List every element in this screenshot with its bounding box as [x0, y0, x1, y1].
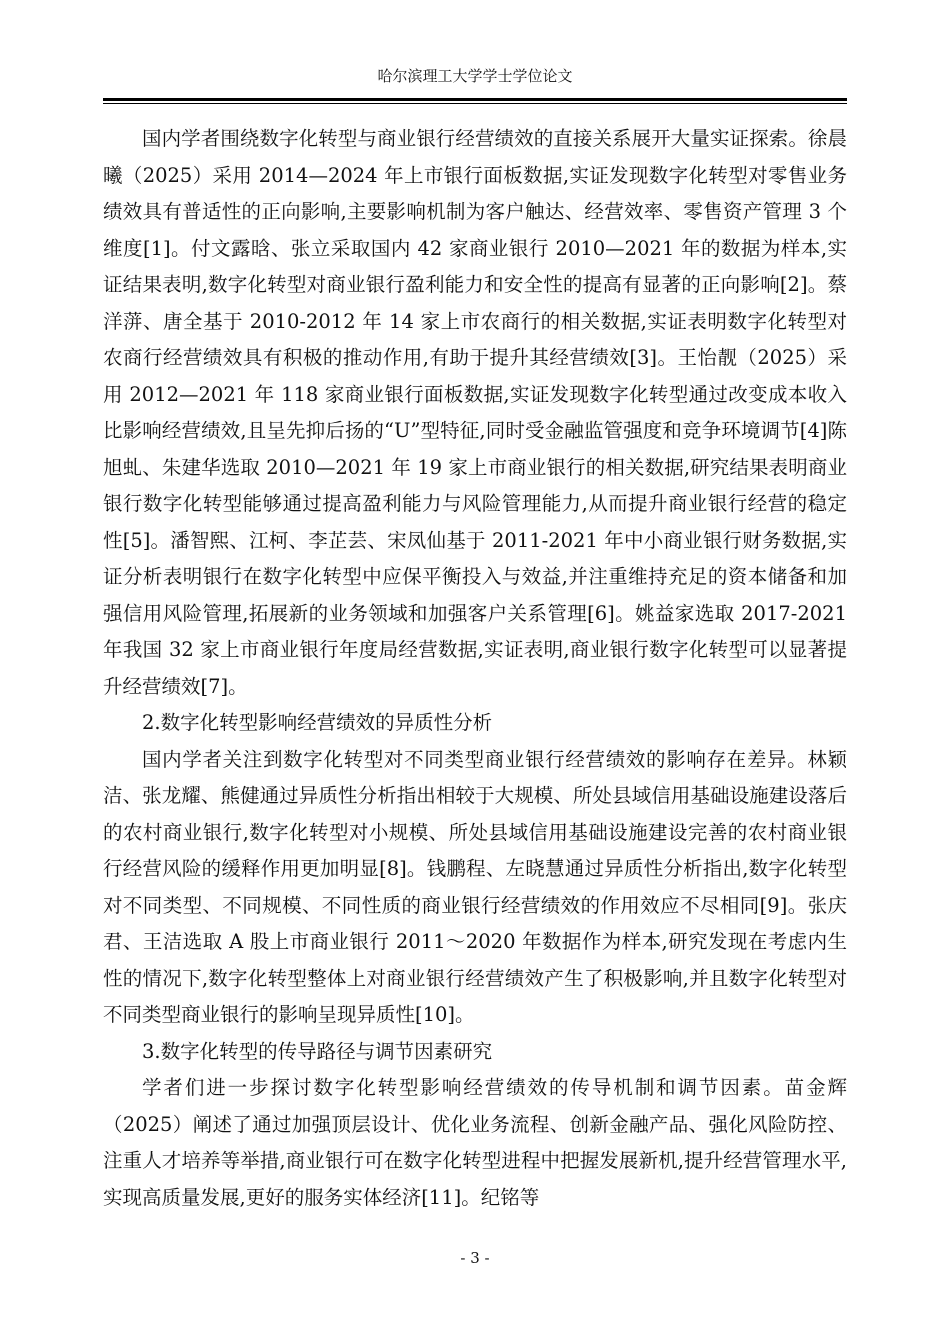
paragraph-3: 学者们进一步探讨数字化转型影响经营绩效的传导机制和调节因素。苗金辉（2025）阐述了通过加强顶层设计、优化业务流程、创新金融产品、强化风险防控、注重人才培养等举措,商业银行可在数字化转型进程中把握发展新机,提升经营管理水平,实现高质量发展,更好的服务实体经济[11]。纪铭等 [103, 1076, 847, 1209]
body-text [103, 121, 847, 1216]
paragraph-2: 国内学者关注到数字化转型对不同类型商业银行经营绩效的影响存在差异。林颖洁、张龙耀、熊健通过异质性分析指出相较于大规模、所处县域信用基础设施建设落后的农村商业银行,数字化转型对小规模、所处县域信用基础设施建设完善的农村商业银行经营风险的缓释作用更加明显[8]。钱鹏程、左晓慧通过异质性分析指出,数字化转型对不同类型、不同规模、不同性质的商业银行经营绩效的作用效应不尽相同[9]。张庆君、王洁选取 A 股上市商业银行 2011～2020 年数据作为样本,研究发现在考虑内生性的情况下,数字化转型整体上对商业银行经营绩效产生了积极影响,并且数字化转型对不同类型商业银行的影响呈现异质性[10]。 [103, 747, 847, 1026]
header-rule-thin [103, 103, 847, 104]
section-heading-2: 2.数字化转型影响经营绩效的异质性分析 [142, 711, 493, 734]
paragraph-1: 国内学者围绕数字化转型与商业银行经营绩效的直接关系展开大量实证探索。徐晨曦（2025）采用 2014—2024 年上市银行面板数据,实证发现数字化转型对零售业务绩效具有普适性的正向影响,主要影响机制为客户触达、经营效率、零售资产管理 3 个维度[1]。付文露晗、张立采取国内 42 家商业银行 2010—2021 年的数据为样本,实证结果表明,数字化转型对商业银行盈利能力和安全性的提高有显著的正向影响[2]。蔡洋蓱、唐全基于 2010-2012 年 14 家上市农商行的相关数据,实证表明数字化转型对农商行经营绩效具有积极的推动作用,有助于提升其经营绩效[3]。王怡靓（2025）采用 2012—2021 年 118 家商业银行面板数据,实证发现数字化转型通过改变成本收入比影响经营绩效,且呈先抑后扬的“U”型特征,同时受金融监管强度和竞争环境调节[4]陈旭虬、朱建华选取 2010—2021 年 19 家上市商业银行的相关数据,研究结果表明商业银行数字化转型能够通过提高盈利能力与风险管理能力,从而提升商业银行经营的稳定性[5]。潘智熙、江柯、李芷芸、宋凤仙基于 2011-2021 年中小商业银行财务数据,实证分析表明银行在数字化转型中应保平衡投入与效益,并注重维持充足的资本储备和加强信用风险管理,拓展新的业务领域和加强客户关系管理[6]。姚益家选取 2017-2021 年我国 32 家上市商业银行年度局经营数据,实证表明,商业银行数字化转型可以显著提升经营绩效[7]。 [103, 127, 847, 698]
section-heading-3: 3.数字化转型的传导路径与调节因素研究 [142, 1039, 493, 1063]
header-rule-thick [103, 98, 847, 101]
page-number: - 3 - [460, 1249, 490, 1267]
page-header-title: 哈尔滨理工大学学士学位论文 [377, 67, 573, 85]
